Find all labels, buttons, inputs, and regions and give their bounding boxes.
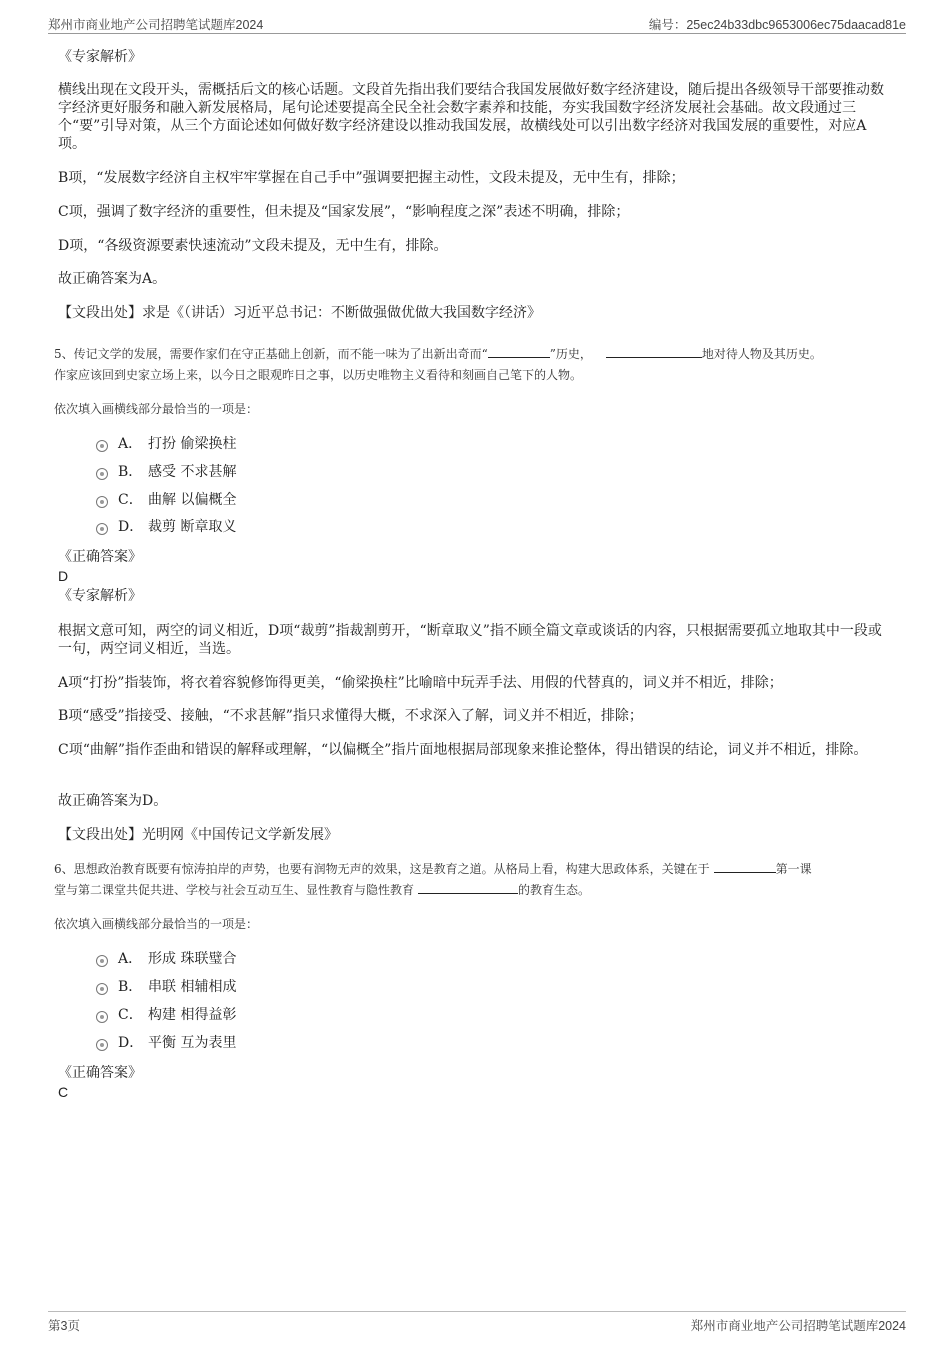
q5-analysis-title: 《专家解析》: [58, 588, 142, 604]
header-doc-id: 编号：25ec24b33dbc9653006ec75daacad81e: [648, 18, 906, 32]
q6-stem-part-d: 的教育生态。: [518, 883, 591, 897]
q5-option-b-radio[interactable]: [96, 468, 108, 480]
header-title: 郑州市商业地产公司招聘笔试题库2024: [48, 18, 264, 32]
q5-stem-line2: 作家应该回到史家立场上来，以今日之眼观昨日之事，以历史唯物主义看待和刻画自己笔下的人物。: [54, 368, 583, 382]
q5-blank-1: [488, 345, 550, 358]
q6-blank-2: [418, 881, 518, 894]
q6-option-d-letter: D．: [118, 1035, 144, 1051]
q5-stem-part-b: ”历史，: [549, 347, 592, 361]
q6-option-a-radio[interactable]: [96, 955, 108, 967]
q6-option-d-text: 平衡 互为表里: [148, 1035, 237, 1051]
q5-option-d-text: 裁剪 断章取义: [148, 519, 237, 535]
q5-blank-2: [606, 345, 702, 358]
q6-answer-title: 《正确答案》: [58, 1065, 142, 1081]
q5-stem-part-c: 地对待人物及其历史。: [701, 347, 822, 361]
q4-analysis-paragraph: 横线出现在文段开头，需概括后文的核心话题。文段首先指出我们要结合我国发展做好数字经济建设，随后提出各级领导干部要推动数字经济更好服务和融入新发展格局，尾句论述要提高全民全社会数字素养和技能，夯实我国数字经济发展社会基础。故文段通过三个“要”引导对策，从三个方面论述如何做好数字经济建设以推动我国发展，故横线处可以引出数字经济对我国发展的重要性，对应A项。: [58, 82, 884, 152]
q5-option-c-letter: C．: [118, 492, 143, 508]
q5-analysis-paragraph: 根据文意可知，两空的词义相近，D项“裁剪”指裁割剪开，“断章取义”指不顾全篇文章或谈话的内容，只根据需要孤立地取其中一段或一句，两空词义相近，当选。: [58, 623, 882, 657]
q6-stem-line1: [54, 860, 812, 878]
q4-analysis-title: 《专家解析》: [58, 49, 142, 65]
q6-option-a-letter: A．: [118, 951, 143, 967]
q5-option-a-text: 打扮 偷梁换柱: [148, 436, 237, 452]
q5-option-c-radio[interactable]: [96, 496, 108, 508]
q6-option-c-radio[interactable]: [96, 1011, 108, 1023]
q6-instruction: 依次填入画横线部分最恰当的一项是：: [54, 917, 259, 931]
q5-stem-line1: [54, 345, 822, 363]
page-footer: [48, 1311, 906, 1334]
q6-stem-line2: [54, 881, 590, 899]
q6-option-c-letter: C．: [118, 1007, 143, 1023]
q5-option-d-letter: D．: [118, 519, 144, 535]
q6-option-a-text: 形成 珠联璧合: [148, 951, 237, 967]
q5-option-b-letter: B．: [118, 464, 143, 480]
q5-answer-title: 《正确答案》: [58, 549, 142, 565]
q4-conclusion: 故正确答案为A。: [58, 271, 167, 287]
q5-stem-part-a: 5、传记文学的发展，需要作家们在守正基础上创新，而不能一味为了出新出奇而“: [54, 347, 488, 361]
q6-option-b-radio[interactable]: [96, 983, 108, 995]
q5-conclusion: 故正确答案为D。: [58, 793, 168, 809]
q5-analysis-option-a: A项“打扮”指装饰，将衣着容貌修饰得更美，“偷梁换柱”比喻暗中玩弄手法、用假的代替真的，词义并不相近，排除；: [58, 675, 783, 691]
q5-analysis-option-b: B项“感受”指接受、接触，“不求甚解”指只求懂得大概，不求深入了解，词义并不相近，排除；: [58, 708, 643, 724]
q4-analysis-option-d: D项，“各级资源要素快速流动”文段未提及，无中生有，排除。: [58, 238, 448, 254]
q4-analysis-option-b: B项，“发展数字经济自主权牢牢掌握在自己手中”强调要把握主动性，文段未提及，无中生有，排除；: [58, 170, 685, 186]
q6-option-c-text: 构建 相得益彰: [148, 1007, 237, 1023]
q5-option-a-radio[interactable]: [96, 440, 108, 452]
page-header: [48, 13, 906, 34]
q6-option-d-radio[interactable]: [96, 1039, 108, 1051]
q4-source: 【文段出处】求是《（讲话）习近平总书记：不断做强做优做大我国数字经济》: [58, 305, 541, 321]
q6-stem-part-b: 第一课: [775, 862, 812, 876]
q5-option-a-letter: A．: [118, 436, 143, 452]
footer-page-number: 第3页: [48, 1319, 80, 1333]
q4-analysis-option-c: C项，强调了数字经济的重要性，但未提及“国家发展”，“影响程度之深”表述不明确，排除；: [58, 204, 630, 220]
q5-source: 【文段出处】光明网《中国传记文学新发展》: [58, 827, 338, 843]
q5-option-c-text: 曲解 以偏概全: [148, 492, 237, 508]
q6-option-b-text: 串联 相辅相成: [148, 979, 237, 995]
q5-instruction: 依次填入画横线部分最恰当的一项是：: [54, 402, 259, 416]
q5-analysis-option-c: C项“曲解”指作歪曲和错误的解释或理解，“以偏概全”指片面地根据局部现象来推论整体，得出错误的结论，词义并不相近，排除。: [58, 742, 868, 758]
q6-blank-1: [714, 860, 776, 873]
footer-title: 郑州市商业地产公司招聘笔试题库2024: [690, 1319, 906, 1333]
q6-option-b-letter: B．: [118, 979, 143, 995]
q5-option-d-radio[interactable]: [96, 523, 108, 535]
q6-stem-part-c: 堂与第二课堂共促共进、学校与社会互动互生、显性教育与隐性教育: [54, 883, 415, 897]
q6-stem-part-a: 6、思想政治教育既要有惊涛拍岸的声势，也要有润物无声的效果，这是教育之道。从格局上看，构建大思政体系，关键在于: [54, 862, 710, 876]
q6-answer: C: [58, 1084, 69, 1100]
q5-option-b-text: 感受 不求甚解: [148, 464, 237, 480]
q5-answer: D: [58, 568, 69, 584]
